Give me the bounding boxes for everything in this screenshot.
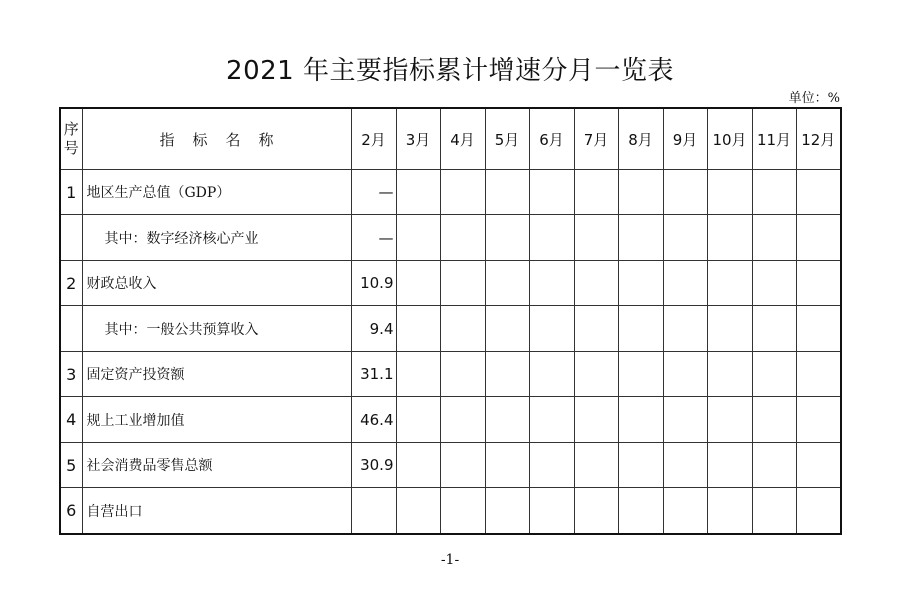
row-month-value [529, 397, 574, 442]
row-month-value [707, 260, 752, 305]
row-month-value [485, 306, 529, 351]
table-row [60, 397, 841, 442]
row-month-value [529, 306, 574, 351]
row-month-value [663, 215, 707, 260]
row-month-value [663, 351, 707, 396]
row-month-value [707, 306, 752, 351]
row-month-value [707, 442, 752, 487]
month-header: 7月 [574, 108, 618, 170]
row-month-value: 31.1 [351, 351, 396, 396]
indicator-table [59, 107, 842, 535]
row-month-value [707, 488, 752, 534]
row-month-value [618, 488, 663, 534]
row-month-value [752, 442, 796, 487]
month-header: 10月 [707, 108, 752, 170]
row-month-value [796, 306, 841, 351]
row-month-value [396, 306, 440, 351]
name-header: 指标名称 [82, 108, 351, 170]
page-number: -1- [440, 552, 460, 568]
row-month-value [485, 351, 529, 396]
month-header: 9月 [663, 108, 707, 170]
row-month-value: — [351, 215, 396, 260]
row-month-value [574, 170, 618, 215]
row-month-value [396, 260, 440, 305]
row-month-value [574, 306, 618, 351]
row-indicator-name: 规上工业增加值 [82, 397, 351, 442]
row-month-value [796, 397, 841, 442]
month-header: 3月 [396, 108, 440, 170]
row-month-value [707, 351, 752, 396]
row-month-value [618, 397, 663, 442]
row-month-value [485, 170, 529, 215]
row-seq [60, 306, 82, 351]
row-month-value [796, 215, 841, 260]
row-month-value [752, 397, 796, 442]
row-month-value [485, 260, 529, 305]
row-month-value [796, 488, 841, 534]
row-month-value [440, 351, 485, 396]
row-month-value [796, 260, 841, 305]
row-month-value [396, 215, 440, 260]
row-month-value [574, 351, 618, 396]
row-month-value [440, 170, 485, 215]
table-row [60, 306, 841, 351]
row-month-value [752, 306, 796, 351]
row-seq: 2 [60, 260, 82, 305]
row-month-value [574, 215, 618, 260]
row-month-value [440, 260, 485, 305]
row-indicator-name: 社会消费品零售总额 [82, 442, 351, 487]
row-month-value [796, 170, 841, 215]
row-month-value [796, 351, 841, 396]
row-month-value [618, 170, 663, 215]
table-row [60, 351, 841, 396]
row-month-value [663, 488, 707, 534]
row-month-value [707, 170, 752, 215]
row-indicator-name: 其中：一般公共预算收入 [82, 306, 351, 351]
row-month-value [663, 397, 707, 442]
row-month-value: 30.9 [351, 442, 396, 487]
row-month-value [752, 260, 796, 305]
row-month-value: 46.4 [351, 397, 396, 442]
row-month-value [707, 397, 752, 442]
row-indicator-name: 固定资产投资额 [82, 351, 351, 396]
row-month-value [485, 397, 529, 442]
row-month-value: 9.4 [351, 306, 396, 351]
row-month-value [663, 170, 707, 215]
row-seq: 6 [60, 488, 82, 534]
row-month-value [485, 215, 529, 260]
month-header: 4月 [440, 108, 485, 170]
row-month-value [618, 215, 663, 260]
table-row [60, 442, 841, 487]
unit-label: 单位：% [788, 91, 840, 106]
row-month-value [440, 488, 485, 534]
row-month-value [351, 488, 396, 534]
row-month-value [396, 397, 440, 442]
row-month-value [529, 351, 574, 396]
row-month-value [752, 215, 796, 260]
row-month-value [574, 442, 618, 487]
row-month-value [574, 397, 618, 442]
row-month-value [529, 488, 574, 534]
month-header: 5月 [485, 108, 529, 170]
row-month-value [663, 306, 707, 351]
row-month-value [796, 442, 841, 487]
row-month-value [752, 170, 796, 215]
row-seq: 1 [60, 170, 82, 215]
row-month-value [618, 306, 663, 351]
row-indicator-name: 财政总收入 [82, 260, 351, 305]
row-month-value [485, 442, 529, 487]
row-month-value [707, 215, 752, 260]
row-month-value [529, 442, 574, 487]
row-month-value [529, 215, 574, 260]
row-month-value: 10.9 [351, 260, 396, 305]
seq-header-line1: 序 [63, 120, 79, 138]
month-header: 8月 [618, 108, 663, 170]
row-indicator-name: 其中：数字经济核心产业 [82, 215, 351, 260]
row-month-value [529, 170, 574, 215]
row-month-value [618, 260, 663, 305]
row-month-value [618, 442, 663, 487]
row-month-value [440, 306, 485, 351]
row-month-value: — [351, 170, 396, 215]
row-month-value [752, 488, 796, 534]
row-month-value [485, 488, 529, 534]
header-row [60, 108, 841, 170]
row-indicator-name: 自营出口 [82, 488, 351, 534]
month-header: 6月 [529, 108, 574, 170]
row-month-value [440, 442, 485, 487]
row-month-value [396, 170, 440, 215]
month-header: 12月 [796, 108, 841, 170]
row-month-value [440, 397, 485, 442]
month-header: 2月 [351, 108, 396, 170]
month-header: 11月 [752, 108, 796, 170]
row-month-value [529, 260, 574, 305]
row-month-value [663, 442, 707, 487]
row-month-value [396, 488, 440, 534]
row-seq [60, 215, 82, 260]
page-title: 2021 年主要指标累计增速分月一览表 [226, 56, 674, 86]
row-month-value [396, 351, 440, 396]
table-row [60, 170, 841, 215]
row-seq: 3 [60, 351, 82, 396]
row-month-value [396, 442, 440, 487]
row-month-value [752, 351, 796, 396]
table-row [60, 488, 841, 534]
seq-header-line2: 号 [63, 139, 79, 157]
table-row [60, 215, 841, 260]
seq-header [60, 108, 82, 170]
row-month-value [574, 488, 618, 534]
row-indicator-name: 地区生产总值（GDP） [82, 170, 351, 215]
row-month-value [574, 260, 618, 305]
table-row [60, 260, 841, 305]
row-seq: 4 [60, 397, 82, 442]
row-month-value [440, 215, 485, 260]
row-seq: 5 [60, 442, 82, 487]
row-month-value [618, 351, 663, 396]
row-month-value [663, 260, 707, 305]
